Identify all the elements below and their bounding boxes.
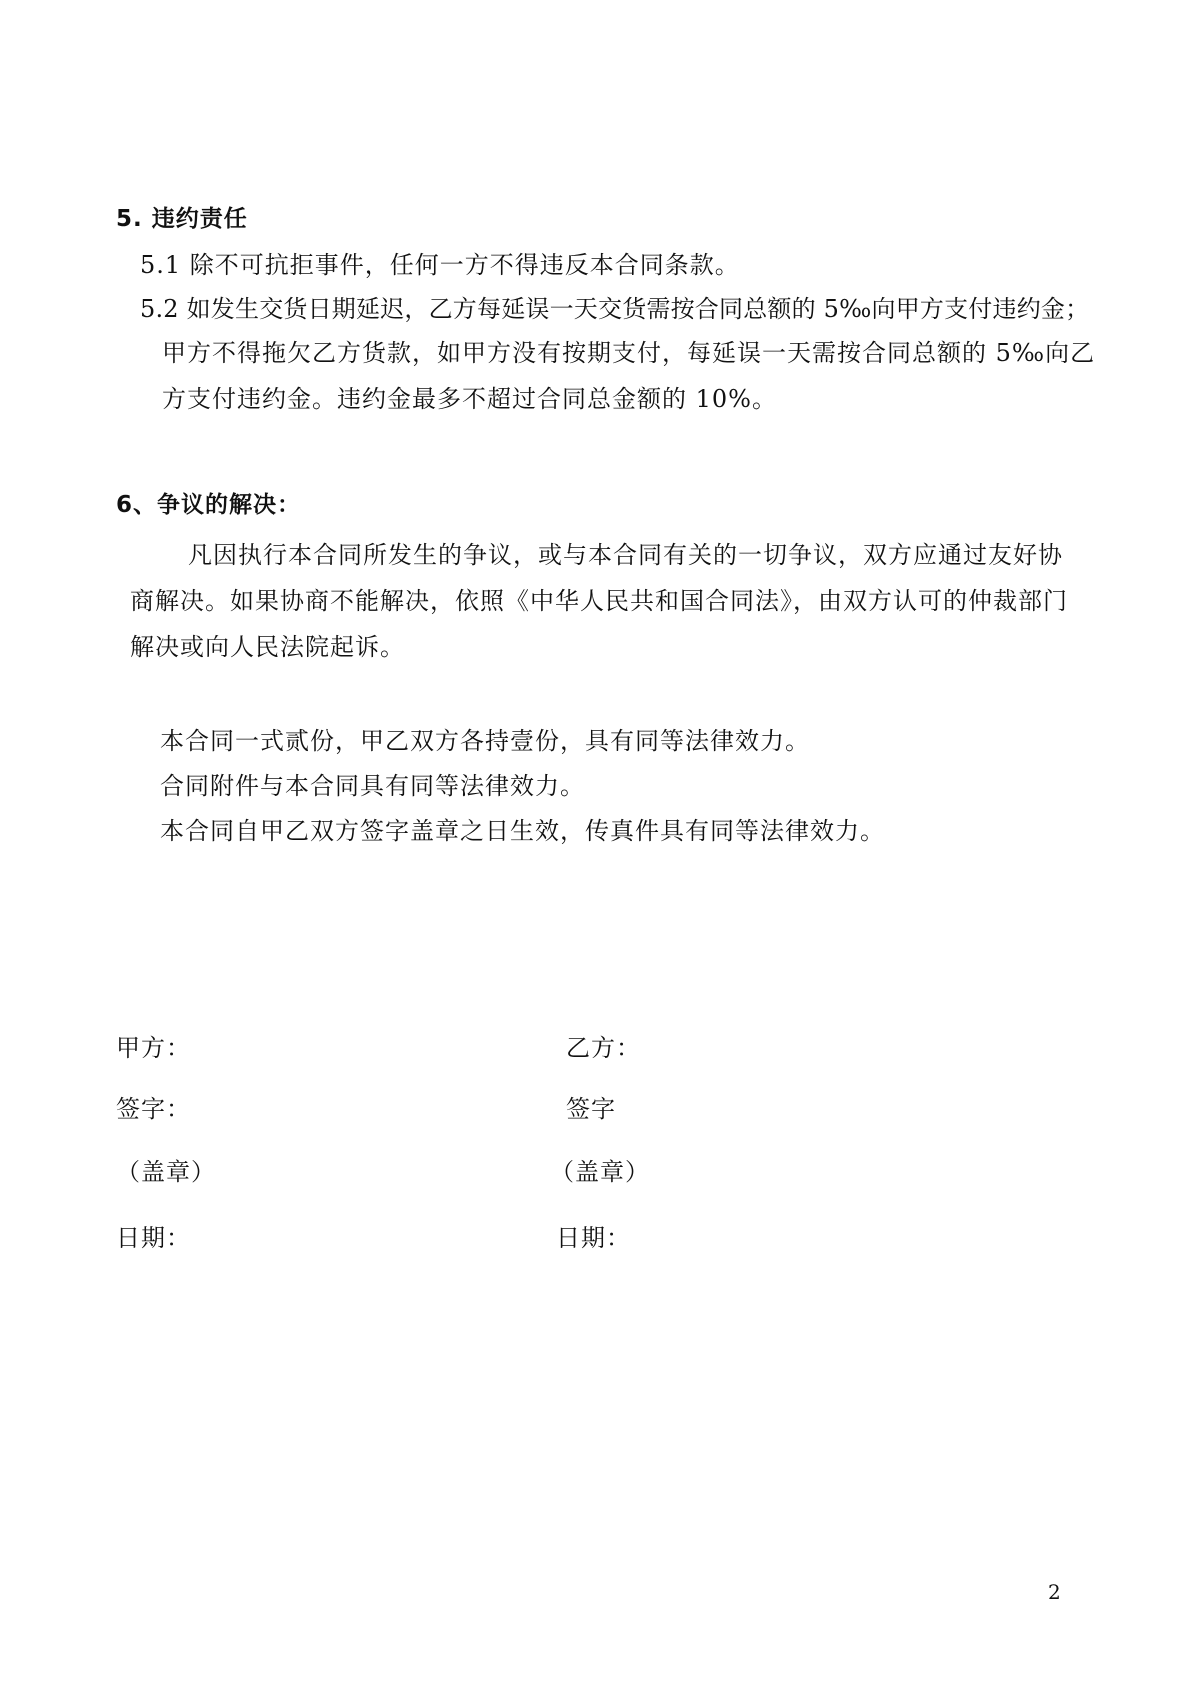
clause-5-2-line-3: 方支付违约金。违约金最多不超过合同总金额的 10%。 <box>162 385 777 413</box>
clause-5-2-line-1: 5.2 如发生交货日期延迟，乙方每延误一天交货需按合同总额的 5‰向甲方支付违约金； <box>140 295 1090 323</box>
date-a-label: 日期： <box>116 1224 191 1252</box>
clause-5-1: 5.1 除不可抗拒事件，任何一方不得违反本合同条款。 <box>140 251 740 279</box>
seal-b-label: （盖章） <box>550 1158 650 1186</box>
party-b-label: 乙方： <box>566 1034 641 1062</box>
page-number: 2 <box>1048 1580 1062 1604</box>
section-6-paragraph-line-2: 商解决。如果协商不能解决，依照《中华人民共和国合同法》，由双方认可的仲裁部门 <box>130 587 1068 615</box>
party-a-label: 甲方： <box>116 1034 191 1062</box>
closing-line-3: 本合同自甲乙双方签字盖章之日生效，传真件具有同等法律效力。 <box>160 817 885 845</box>
clause-5-2-line-2: 甲方不得拖欠乙方货款，如甲方没有按期支付，每延误一天需按合同总额的 5‰向乙 <box>162 339 1096 367</box>
section-6-paragraph-line-1: 凡因执行本合同所发生的争议，或与本合同有关的一切争议，双方应通过友好协 <box>188 541 1063 569</box>
section-6-heading: 6、争议的解决： <box>116 492 302 518</box>
closing-line-1: 本合同一式贰份，甲乙双方各持壹份，具有同等法律效力。 <box>160 727 810 755</box>
seal-a-label: （盖章） <box>116 1158 216 1186</box>
closing-line-2: 合同附件与本合同具有同等法律效力。 <box>160 772 585 800</box>
sign-b-label: 签字 <box>566 1095 616 1123</box>
section-6-paragraph-line-3: 解决或向人民法院起诉。 <box>130 633 405 661</box>
date-b-label: 日期： <box>556 1224 631 1252</box>
section-5-heading: 5. 违约责任 <box>116 206 248 232</box>
sign-a-label: 签字： <box>116 1095 191 1123</box>
